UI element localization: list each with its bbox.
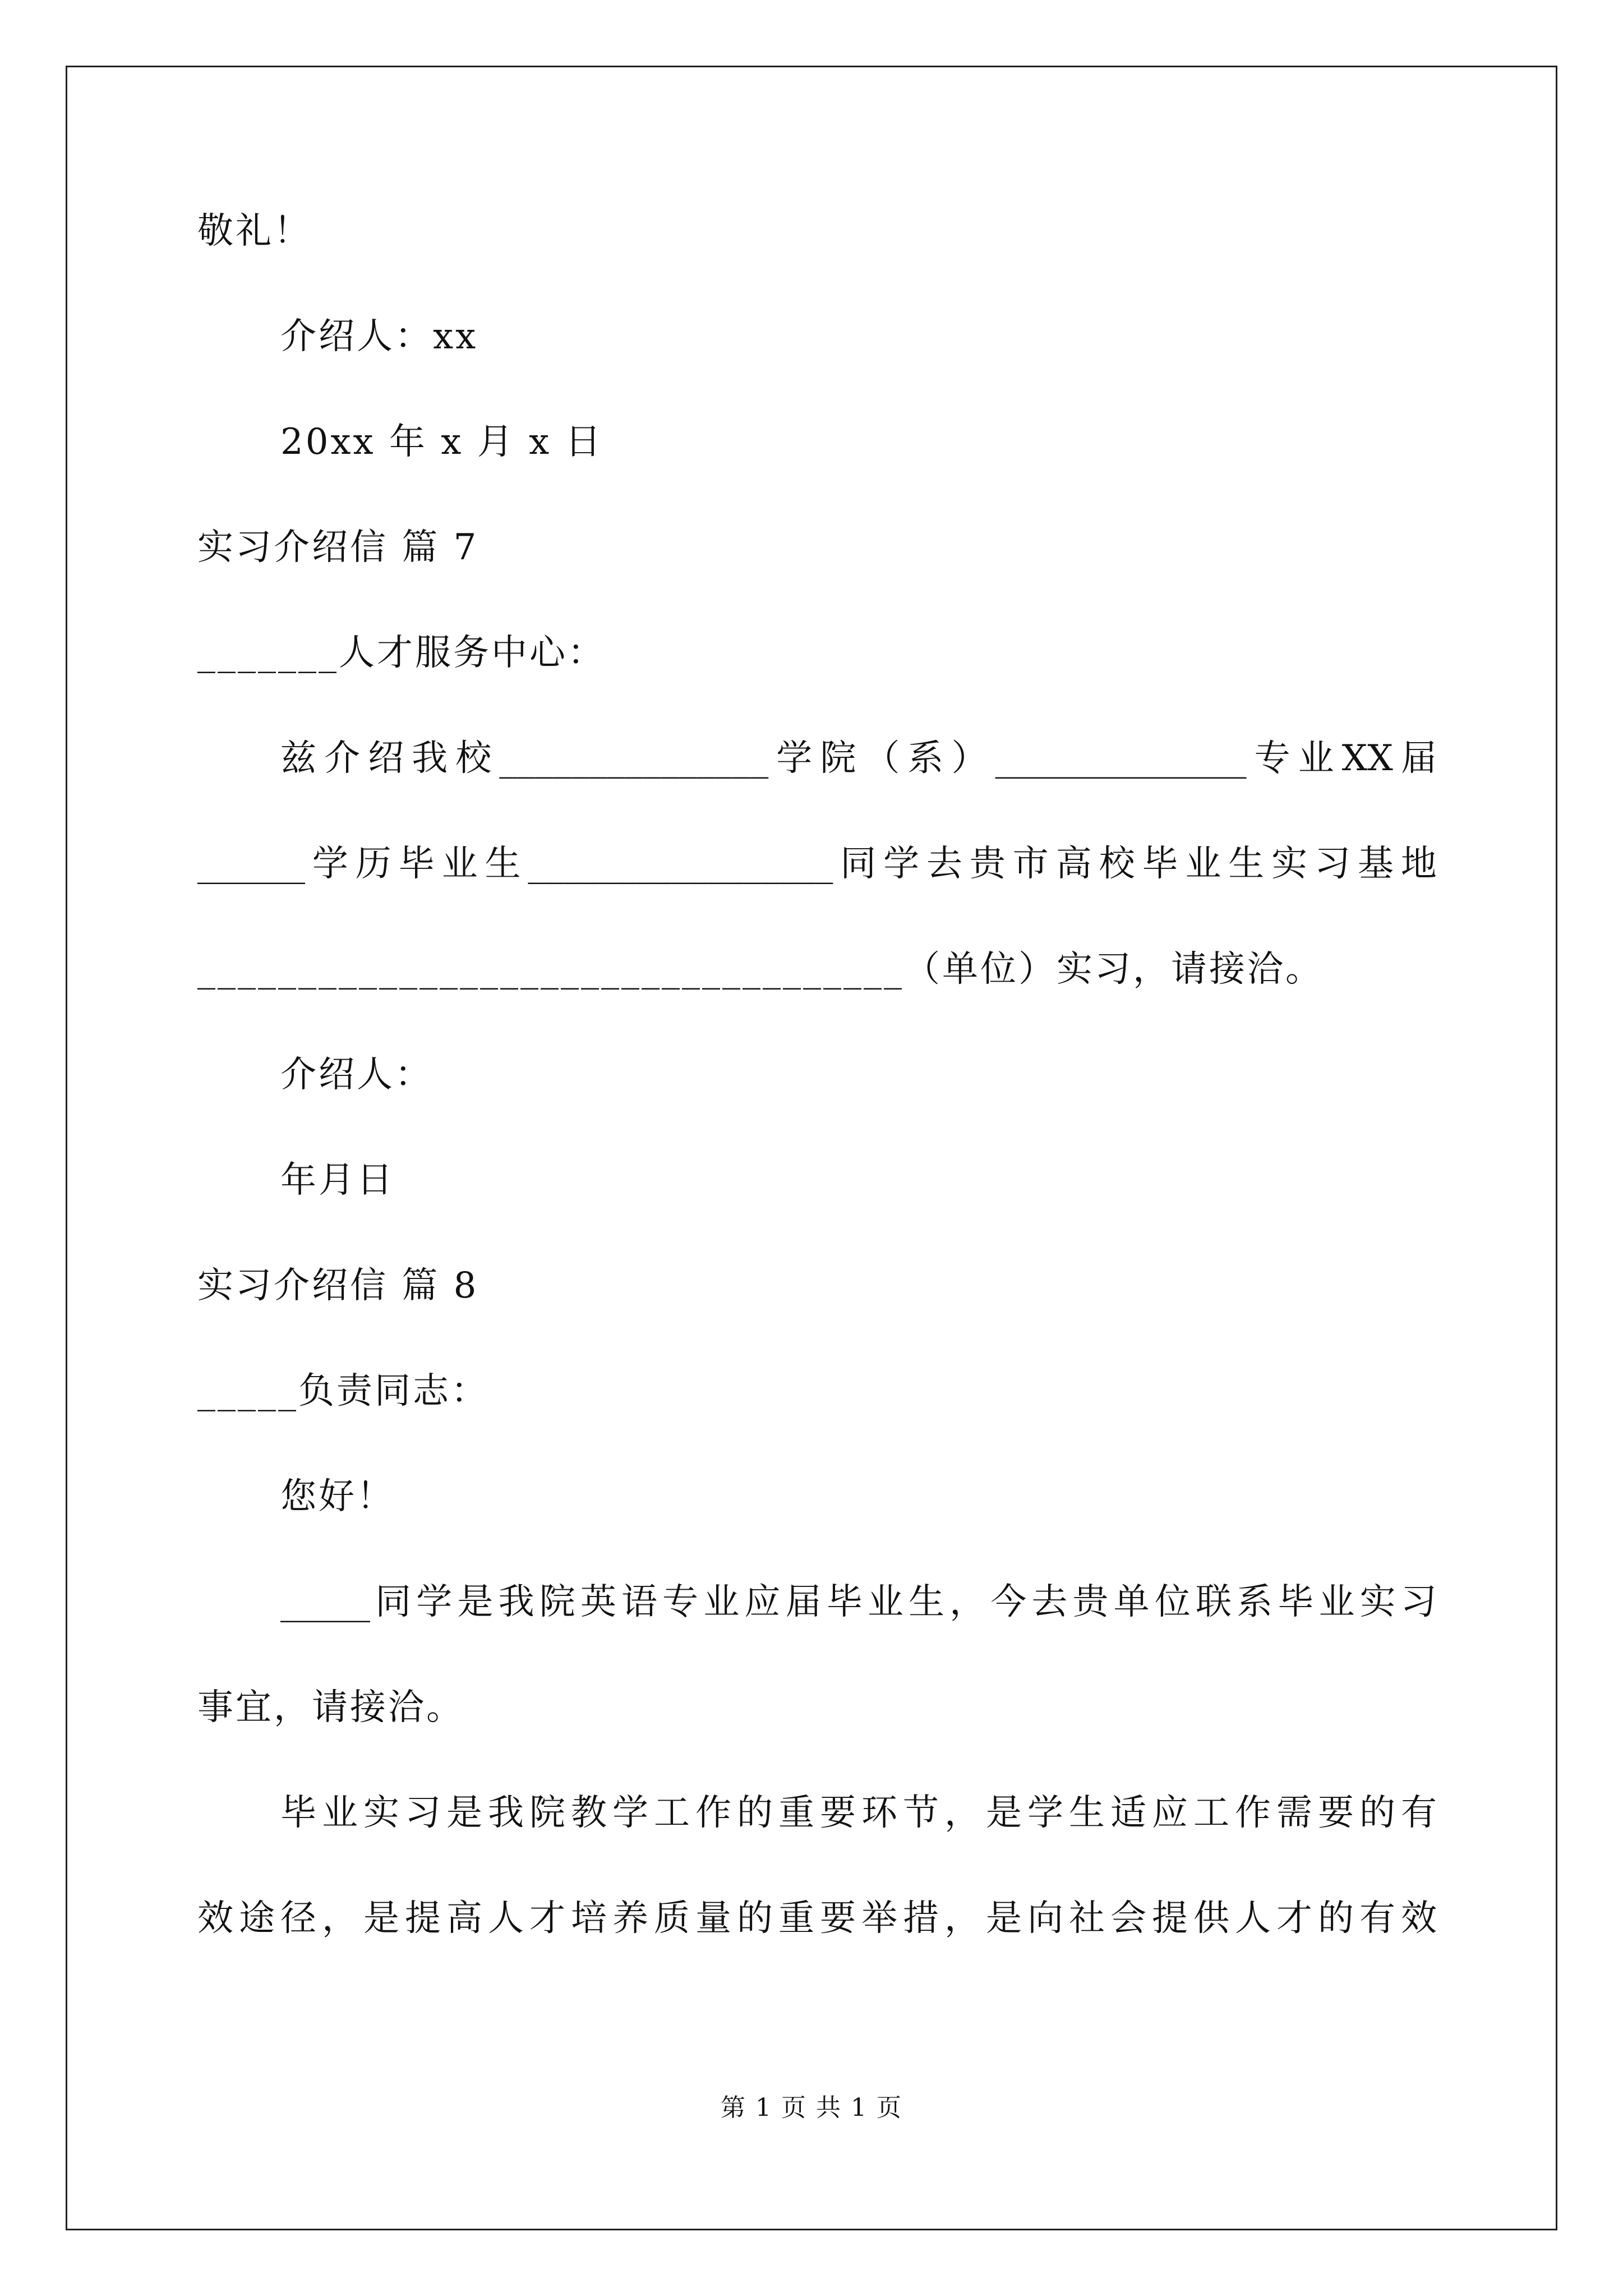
body-paragraph-line: _____ 同 学 是 我 院 英 语 专 业 应 届 毕 业 生 ， 今 去 贵 单 位 联 系 毕 业 实 习 (280, 1581, 1437, 1623)
introducer-line: 介绍人： (280, 1054, 433, 1096)
body-paragraph-line: ______ 学 历 毕 业 生 _________________ 同 学 去 贵 市 高 校 毕 业 生 实 习 基 地 (197, 843, 1437, 885)
addressee-line: _____负责同志： (197, 1370, 489, 1412)
body-paragraph-line: 兹 介 绍 我 校 _______________ 学 院 （ 系 ） ______________ 专 业 XX 届 (280, 738, 1437, 779)
date-line: 年月日 (280, 1159, 395, 1201)
addressee-line: _______人才服务中心： (197, 632, 606, 674)
closing-salutation: 敬礼！ (197, 210, 312, 252)
section-heading-8: 实习介绍信 篇 8 (197, 1265, 479, 1306)
section-heading-7: 实习介绍信 篇 7 (197, 527, 479, 568)
body-paragraph-line: 毕 业 实 习 是 我 院 教 学 工 作 的 重 要 环 节 ， 是 学 生 适 应 工 作 需 要 的 有 (280, 1792, 1437, 1834)
body-paragraph-line: 事宜，请接洽。 (197, 1687, 464, 1728)
page-footer: 第 1 页 共 1 页 (721, 2093, 902, 2122)
introducer-line: 介绍人：xx (280, 316, 478, 357)
body-paragraph-line: ___________________________________（单位）实习，请接洽。 (197, 949, 1324, 990)
greeting-line: 您好！ (280, 1476, 395, 1517)
date-line: 20xx 年 x 月 x 日 (280, 421, 603, 463)
body-paragraph-line: 效 途 径 ， 是 提 高 人 才 培 养 质 量 的 重 要 举 措 ， 是 向 社 会 提 供 人 才 的 有 效 (197, 1898, 1437, 1939)
